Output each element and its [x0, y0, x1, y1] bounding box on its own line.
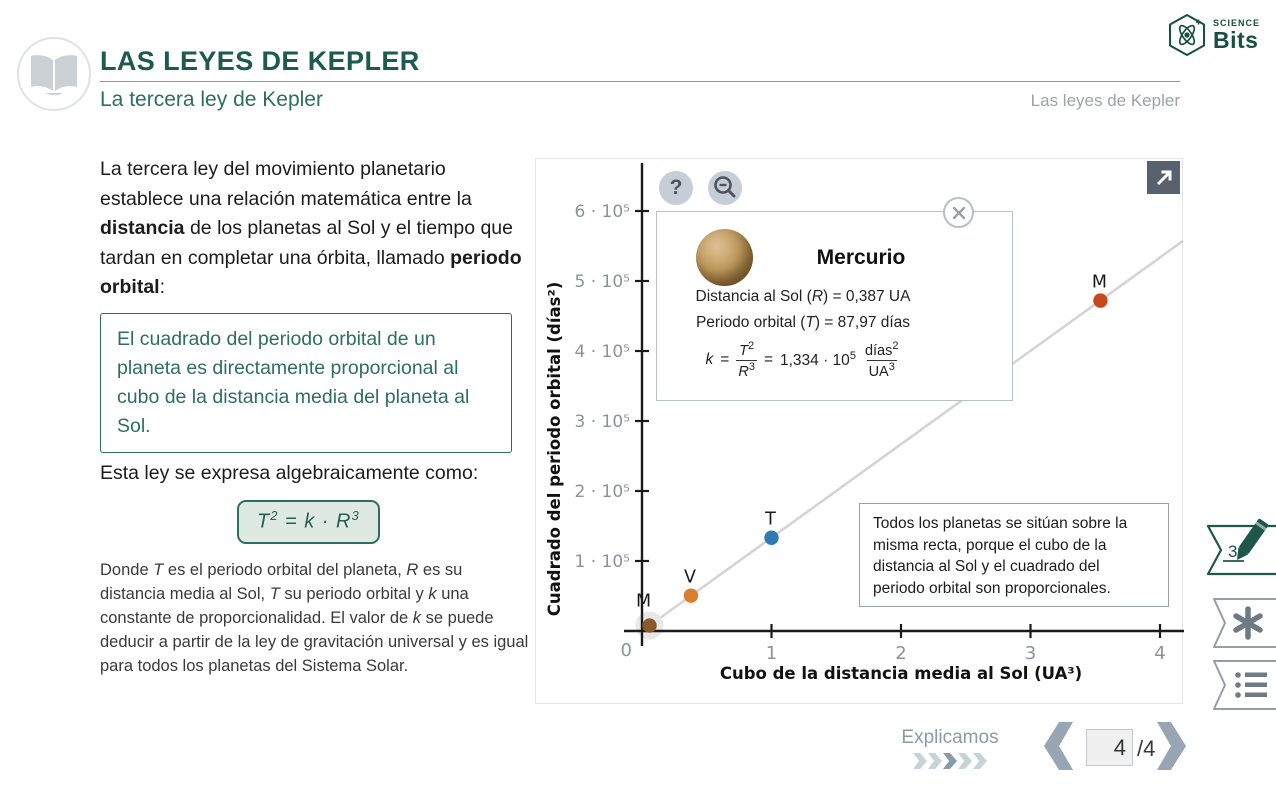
logo-text-bits: Bits — [1212, 26, 1259, 53]
notes-tab[interactable] — [1206, 500, 1276, 578]
fraction-T2-R3: $\frac{T^2}{R^3}$ — [738, 340, 755, 380]
progress-chevron-current — [943, 753, 957, 769]
help-button[interactable] — [659, 171, 693, 205]
notes-count: 3 — [1228, 542, 1238, 561]
y-tick-label: 5 · 10⁵ — [574, 272, 630, 292]
data-point-marte[interactable] — [1093, 293, 1107, 307]
point-label-mercurio: M — [635, 591, 652, 612]
y-tick-label: 4 · 10⁵ — [574, 342, 630, 362]
intro-bold-distancia: distancia — [100, 217, 185, 239]
index-tab[interactable] — [1212, 660, 1276, 710]
explanation-paragraph: Donde T es el periodo orbital del planeta, R es su distancia media al Sol, T su periodo orbital y k una constante de proporcionalidad. El valor de k se puede deducir a partir de la ley de gravitación universal y es igual para todos los planetas del Sistema Solar. — [100, 561, 529, 675]
expand-arrow-icon — [1152, 166, 1176, 190]
intro-text: La tercera ley del movimiento planetario establece una relación matemática entre la — [100, 158, 472, 210]
section-progress[interactable] — [868, 753, 1032, 769]
expand-button[interactable] — [1147, 161, 1180, 194]
data-point-venus[interactable] — [684, 588, 698, 602]
text-column — [100, 155, 528, 775]
page-title: LAS LEYES DE KEPLER — [100, 46, 420, 76]
formula-R: R — [336, 510, 352, 533]
law-statement-box: El cuadrado del periodo orbital de un planeta es directamente proporcional al cubo de la distancia media del planeta al Sol. — [100, 313, 512, 453]
intro-text: de los planetas al Sol y el tiempo que tardan en completar una órbita, llamado — [100, 217, 513, 269]
formula-T-exp: 2 — [270, 508, 279, 523]
next-page-button[interactable] — [1157, 722, 1186, 770]
kepler-formula — [237, 500, 380, 544]
planet-period: Periodo orbital (T) = 87,97 días — [695, 314, 911, 331]
progress-chevron — [928, 753, 942, 769]
progress-chevron — [973, 753, 987, 769]
x-tick-label: 3 — [1024, 643, 1037, 664]
y-tick-label: 6 · 10⁵ — [574, 202, 630, 222]
point-label-marte: M — [1091, 272, 1107, 293]
question-mark-icon: ? — [669, 176, 683, 199]
book-icon — [16, 36, 92, 112]
close-button[interactable] — [943, 197, 974, 228]
list-icon — [1235, 672, 1267, 698]
progress-chevron — [958, 753, 972, 769]
y-tick-label: 2 · 10⁵ — [574, 482, 630, 502]
origin-label: 0 — [620, 640, 632, 661]
formula-R-exp: 3 — [351, 508, 360, 523]
x-tick-label: 2 — [895, 643, 907, 664]
formula-T: T — [257, 510, 271, 533]
formula-eq: = — [278, 510, 305, 533]
y-tick-label: 1 · 10⁵ — [574, 552, 630, 572]
intro-text: : — [159, 276, 166, 298]
atom-hexagon-icon — [1166, 12, 1208, 58]
x-tick-label: 4 — [1154, 643, 1166, 664]
k-value: $1,334 \cdot 10^5$ — [780, 349, 856, 370]
y-tick-label: 3 · 10⁵ — [574, 412, 630, 432]
data-point-mercurio[interactable] — [642, 618, 656, 632]
page-subtitle: La tercera ley de Kepler — [100, 88, 323, 111]
point-label-venus: V — [683, 567, 696, 588]
previous-page-button[interactable] — [1044, 722, 1073, 770]
title-divider — [100, 81, 1180, 82]
formula-k: k — [304, 510, 316, 533]
x-axis-title: Cubo de la distancia media al Sol (UA³) — [719, 664, 1083, 683]
formula-dot: · — [315, 510, 337, 533]
magnifier-minus-icon — [710, 173, 740, 203]
science-bits-logo — [1166, 12, 1260, 58]
page-total: /4 — [1137, 736, 1156, 761]
close-icon — [952, 206, 966, 220]
mercury-planet-image — [696, 229, 753, 286]
glossary-tab[interactable] — [1212, 598, 1276, 648]
breadcrumb: Las leyes de Kepler — [1030, 91, 1180, 110]
y-axis-title: Cuadrado del periodo orbital (días²) — [545, 281, 564, 617]
point-label-tierra: T — [765, 509, 776, 530]
proportionality-note: Todos los planetas se sitúan sobre la misma recta, porque el cubo de la distancia al Sol y el cuadrado del periodo orbital son proporcionales. — [859, 503, 1169, 607]
x-tick-label: 1 — [765, 643, 778, 664]
intro-paragraph — [100, 155, 524, 303]
algebra-lead: Esta ley se expresa algebraicamente como: — [100, 462, 479, 484]
logo-text-science: SCIENCE — [1212, 17, 1260, 28]
chart-panel — [535, 158, 1183, 704]
page-number-input[interactable] — [1086, 729, 1133, 766]
intro-bold-periodo: periodo orbital — [100, 246, 522, 298]
fraction-units: $\frac{días^2}{UA^3}$ — [864, 340, 899, 380]
planet-distance: Distancia al Sol (R) = 0,387 UA — [695, 288, 911, 305]
progress-chevron — [913, 753, 927, 769]
planet-name: Mercurio — [816, 246, 906, 269]
planet-k-formula: k = $\frac{T^2}{R^3}$ = $1,334 \cdot 10^5$ $\frac{días^2}{UA^3}$ — [705, 340, 899, 380]
zoom-out-button[interactable] — [708, 171, 742, 205]
planet-info-card — [656, 211, 1013, 401]
data-point-tierra[interactable] — [764, 531, 778, 545]
section-label: Explicamos — [901, 727, 999, 748]
